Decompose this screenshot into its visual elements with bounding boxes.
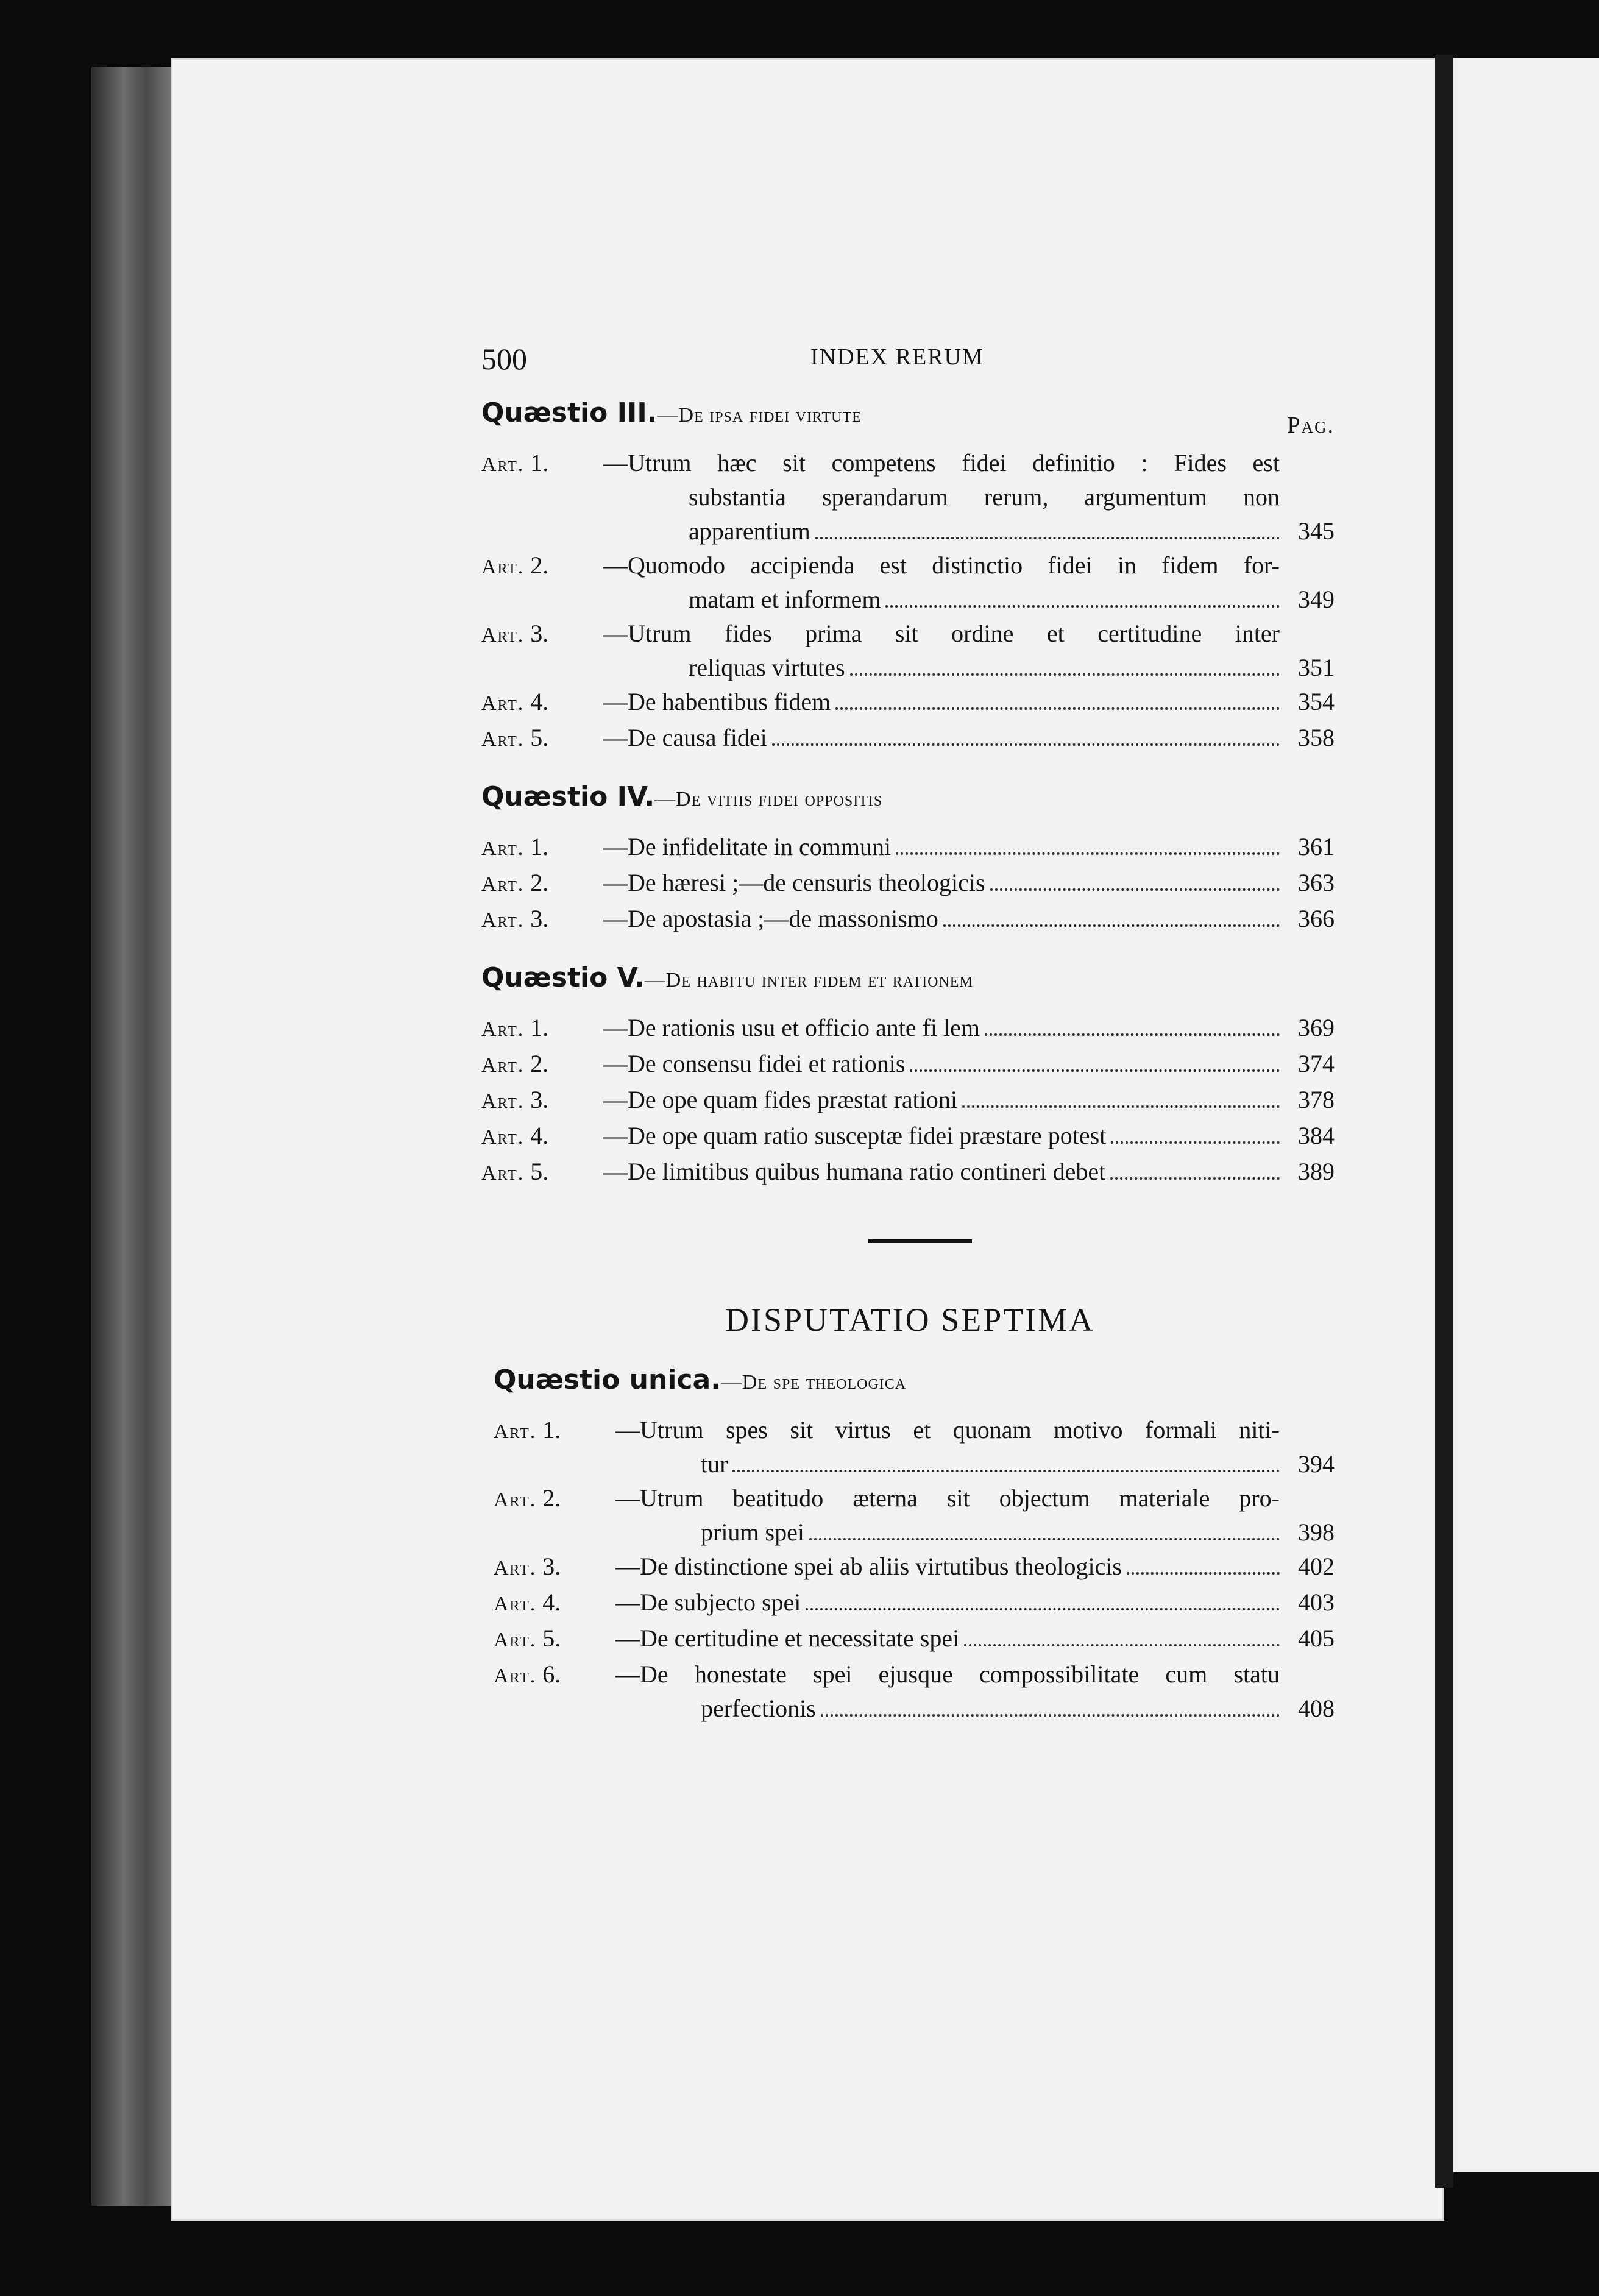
article-num: 1.: [542, 1416, 561, 1444]
article-word: Art.: [494, 1665, 537, 1687]
article-last-line: [615, 1515, 1335, 1550]
index-section-spes: [494, 1363, 1335, 1726]
running-head: [481, 341, 1335, 384]
question-title: —De spe theologica: [720, 1371, 907, 1394]
article-num: 4.: [530, 1122, 549, 1149]
question-heading: [481, 396, 1335, 438]
article-entry: [481, 685, 1335, 721]
dot-leader: [806, 1608, 1280, 1610]
dot-leader: [835, 707, 1280, 710]
article-entry: [481, 1155, 1335, 1191]
article-last-line: [615, 1621, 1335, 1656]
article-number: [494, 1657, 615, 1726]
article-word: Art.: [481, 837, 525, 860]
article-text: [603, 1119, 1335, 1155]
article-entry: [481, 548, 1335, 617]
article-word: Art.: [481, 556, 525, 578]
article-line-text: —De honestate spei ejusque compossibilitate cum statu: [615, 1660, 1280, 1688]
article-last-line: [603, 721, 1335, 755]
article-word: Art.: [494, 1420, 537, 1443]
dot-leader: [850, 673, 1280, 676]
article-last-text: —De rationis usu et officio ante fi lem: [603, 1014, 980, 1041]
article-text: [603, 1011, 1335, 1047]
article-word: Art.: [481, 1126, 525, 1149]
article-last-line: [603, 1047, 1335, 1081]
article-number: [481, 830, 603, 866]
article-last-text: —De subjecto spei: [615, 1589, 801, 1616]
article-text: [603, 446, 1335, 548]
article-page: 403: [1298, 1589, 1335, 1616]
article-num: 1.: [530, 833, 549, 860]
article-last-text: —De ope quam ratio susceptæ fidei præstare potest: [603, 1122, 1107, 1149]
article-entry: [481, 866, 1335, 902]
question-label: Quæstio V.: [481, 962, 645, 993]
article-last-line: [603, 651, 1335, 685]
article-entry: [481, 902, 1335, 938]
article-text: [603, 617, 1335, 685]
article-number: [494, 1550, 615, 1586]
article-page: 361: [1298, 833, 1335, 860]
article-last-line: [603, 902, 1335, 936]
article-num: 5.: [530, 1158, 549, 1185]
article-number: [481, 548, 603, 617]
article-line: [603, 617, 1335, 651]
article-entry: [481, 1011, 1335, 1047]
article-number: [481, 446, 603, 548]
article-number: [494, 1586, 615, 1621]
article-page: 405: [1298, 1625, 1335, 1652]
dot-leader: [943, 924, 1280, 927]
article-last-text: —De distinctione spei ab aliis virtutibus theologicis: [615, 1553, 1122, 1580]
article-word: Art.: [494, 1557, 537, 1579]
article-number: [481, 902, 603, 938]
article-word: Art.: [481, 1018, 525, 1041]
question-label: Quæstio III.: [481, 397, 658, 428]
article-line: [603, 548, 1335, 583]
article-number: [481, 685, 603, 721]
article-text: [615, 1586, 1335, 1621]
article-entry: [481, 1047, 1335, 1083]
article-page: 389: [1298, 1158, 1335, 1185]
article-list: [481, 446, 1335, 757]
question-title: —De habitu inter fidem et rationem: [644, 969, 973, 991]
article-num: 4.: [542, 1589, 561, 1616]
book-page-edge: [91, 67, 183, 2206]
article-number: [481, 866, 603, 902]
article-line: [603, 480, 1335, 514]
adjacent-page: [1453, 58, 1599, 2172]
article-last-line: [603, 866, 1335, 900]
article-entry: [494, 1586, 1335, 1621]
article-last-line: [603, 514, 1335, 548]
article-num: 3.: [530, 1086, 549, 1113]
article-last-line: [603, 685, 1335, 719]
article-page: 378: [1298, 1086, 1335, 1113]
dot-leader: [885, 605, 1280, 608]
article-page: 402: [1298, 1553, 1335, 1580]
article-line: [603, 446, 1335, 480]
article-page: 374: [1298, 1050, 1335, 1077]
article-num: 2.: [530, 1050, 549, 1077]
dot-leader: [985, 1033, 1280, 1036]
article-entry: [494, 1481, 1335, 1550]
article-last-text: reliquas virtutes: [689, 654, 845, 681]
article-num: 3.: [542, 1553, 561, 1580]
question-label: Quæstio unica.: [494, 1364, 721, 1395]
article-last-text: prium spei: [701, 1518, 804, 1546]
article-text: [615, 1621, 1335, 1657]
article-entry: [481, 721, 1335, 757]
article-num: 1.: [530, 1014, 549, 1041]
dot-leader: [910, 1069, 1280, 1072]
article-word: Art.: [481, 624, 525, 647]
article-text: [603, 1047, 1335, 1083]
article-last-line: [603, 1011, 1335, 1045]
running-title: INDEX RERUM: [810, 344, 984, 370]
article-entry: [481, 446, 1335, 548]
article-line-text: —Utrum spes sit virtus et quonam motivo formali niti-: [615, 1416, 1280, 1444]
article-last-text: —De hæresi ;—de censuris theologicis: [603, 869, 985, 896]
article-last-text: —De causa fidei: [603, 724, 767, 751]
article-word: Art.: [481, 692, 525, 715]
question-heading: [494, 1363, 1335, 1400]
article-entry: [494, 1550, 1335, 1586]
article-page: 366: [1298, 905, 1335, 932]
article-word: Art.: [481, 453, 525, 476]
index-section-fides: [481, 396, 1335, 1191]
article-page: 394: [1298, 1450, 1335, 1478]
question-label: Quæstio IV.: [481, 781, 655, 812]
article-line: [615, 1481, 1335, 1515]
dot-leader: [809, 1538, 1280, 1540]
article-line-text: —Utrum hæc sit competens fidei definitio : Fides est: [603, 449, 1280, 477]
article-line: [615, 1413, 1335, 1447]
article-entry: [481, 1119, 1335, 1155]
article-number: [494, 1481, 615, 1550]
article-last-text: —De infidelitate in communi: [603, 833, 892, 860]
article-num: 2.: [530, 551, 549, 579]
article-last-line: [615, 1692, 1335, 1726]
article-last-line: [615, 1586, 1335, 1620]
article-last-text: —De limitibus quibus humana ratio contineri debet: [603, 1158, 1106, 1185]
article-last-text: matam et informem: [689, 586, 881, 613]
article-page: 398: [1298, 1518, 1335, 1546]
article-number: [481, 1083, 603, 1119]
article-list: [481, 830, 1335, 938]
dot-leader: [772, 743, 1280, 746]
article-page: 349: [1298, 586, 1335, 613]
article-page: 363: [1298, 869, 1335, 896]
article-entry: [494, 1657, 1335, 1726]
dot-leader: [1127, 1572, 1280, 1575]
article-text: [615, 1413, 1335, 1481]
article-number: [481, 1011, 603, 1047]
dot-leader: [896, 852, 1280, 855]
article-word: Art.: [481, 909, 525, 932]
dot-leader: [990, 888, 1280, 891]
article-entry: [494, 1621, 1335, 1657]
article-line-text: —Utrum beatitudo æterna sit objectum materiale pro-: [615, 1484, 1280, 1512]
article-num: 3.: [530, 620, 549, 647]
question-heading: [481, 961, 1335, 997]
section-rule: [868, 1239, 972, 1243]
article-list: [494, 1413, 1335, 1726]
article-list: [481, 1011, 1335, 1191]
dot-leader: [1110, 1177, 1280, 1180]
article-word: Art.: [481, 1162, 525, 1185]
article-last-text: perfectionis: [701, 1695, 816, 1722]
article-last-text: —De apostasia ;—de massonismo: [603, 905, 938, 932]
article-last-line: [603, 583, 1335, 617]
article-text: [615, 1657, 1335, 1726]
article-line-text: substantia sperandarum rerum, argumentum non: [689, 483, 1280, 511]
article-num: 5.: [530, 724, 549, 751]
article-last-text: —De consensu fidei et rationis: [603, 1050, 906, 1077]
article-text: [603, 866, 1335, 902]
dot-leader: [964, 1644, 1280, 1646]
article-text: [603, 1083, 1335, 1119]
article-word: Art.: [481, 1090, 525, 1113]
article-page: 408: [1298, 1695, 1335, 1722]
dot-leader: [815, 537, 1280, 539]
disputatio-title: DISPUTATIO SEPTIMA: [725, 1302, 1095, 1338]
article-last-text: —De habentibus fidem: [603, 688, 831, 715]
article-last-line: [615, 1447, 1335, 1481]
dot-leader: [1111, 1141, 1280, 1144]
article-last-text: tur: [701, 1450, 728, 1478]
article-last-line: [615, 1550, 1335, 1584]
article-page: 351: [1298, 654, 1335, 681]
article-num: 1.: [530, 449, 549, 477]
article-word: Art.: [481, 1054, 525, 1077]
article-number: [494, 1621, 615, 1657]
dot-leader: [821, 1714, 1280, 1717]
article-last-text: apparentium: [689, 517, 810, 545]
article-page: 345: [1298, 517, 1335, 545]
article-text: [603, 721, 1335, 757]
article-entry: [481, 617, 1335, 685]
article-text: [615, 1550, 1335, 1586]
article-page: 358: [1298, 724, 1335, 751]
article-word: Art.: [481, 728, 525, 751]
dot-leader: [732, 1470, 1280, 1472]
article-number: [481, 1047, 603, 1083]
article-num: 2.: [530, 869, 549, 896]
dot-leader: [962, 1105, 1280, 1108]
article-number: [494, 1413, 615, 1481]
article-text: [603, 902, 1335, 938]
article-last-text: —De certitudine et necessitate spei: [615, 1625, 960, 1652]
article-entry: [494, 1413, 1335, 1481]
article-num: 4.: [530, 688, 549, 715]
article-last-line: [603, 1083, 1335, 1117]
article-last-line: [603, 1119, 1335, 1153]
article-line: [615, 1657, 1335, 1692]
article-number: [481, 721, 603, 757]
article-num: 6.: [542, 1660, 561, 1688]
gutter-shadow: [1435, 55, 1453, 2188]
question-heading: [481, 780, 1335, 817]
page-column-label: Pag.: [1287, 413, 1335, 438]
article-word: Art.: [494, 1629, 537, 1651]
article-text: [615, 1481, 1335, 1550]
article-line-text: —Quomodo accipienda est distinctio fidei in fidem for-: [603, 551, 1280, 579]
article-last-text: —De ope quam fides præstat rationi: [603, 1086, 957, 1113]
article-last-line: [603, 830, 1335, 864]
index-content: [481, 341, 1335, 1749]
question-title: —De vitiis fidei oppositis: [654, 788, 883, 810]
article-page: 369: [1298, 1014, 1335, 1041]
article-text: [603, 1155, 1335, 1191]
article-last-line: [603, 1155, 1335, 1189]
article-page: 354: [1298, 688, 1335, 715]
article-num: 5.: [542, 1625, 561, 1652]
article-number: [481, 1155, 603, 1191]
article-num: 3.: [530, 905, 549, 932]
article-word: Art.: [494, 1489, 537, 1511]
article-num: 2.: [542, 1484, 561, 1512]
article-text: [603, 685, 1335, 721]
article-entry: [481, 1083, 1335, 1119]
page-number: 500: [481, 342, 527, 376]
article-text: [603, 830, 1335, 866]
article-text: [603, 548, 1335, 617]
article-word: Art.: [494, 1593, 537, 1615]
article-line-text: —Utrum fides prima sit ordine et certitudine inter: [603, 620, 1280, 647]
article-entry: [481, 830, 1335, 866]
article-number: [481, 617, 603, 685]
question-title: —De ipsa fidei virtute: [657, 404, 862, 427]
article-word: Art.: [481, 873, 525, 896]
article-page: 384: [1298, 1122, 1335, 1149]
article-number: [481, 1119, 603, 1155]
